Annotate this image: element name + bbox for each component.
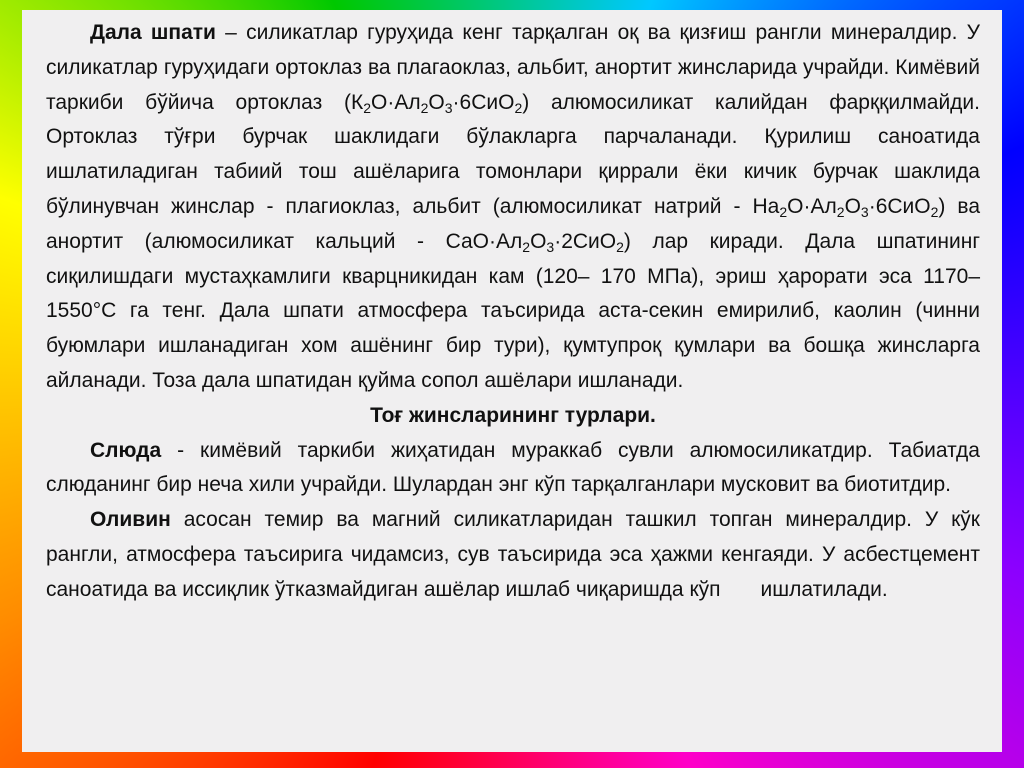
term-feldspar: Дала шпати [90,21,216,44]
paragraph-mica [46,434,980,504]
text-run: – силикатлар гуруҳида кенг тарқалган оқ ва қизғиш рангли минералдир. У силикатлар гуруҳидаги ортоклаз ва плагаоклаз, альбит, анортит жинсларида учрайди. Кимёвий таркиби бўйича ортоклаз (К [46,21,980,114]
subscript: 2 [420,99,429,116]
text-run: О [530,229,547,253]
text-run: ) лар киради. Дала шпатининг сиқилишдаги мустаҳкамлиги кварцникидан кам (120– 170 МПа), эриш ҳарорати эса 1170–1550°С га тенг. Дала шпати атмосфера таъсирида аста-секин емирилиб, каолин (чинни буюмлари ишланадиган хом ашёнинг бир тури), қумтупроқ қумлари ва бошқа жинсларга айланади. Тоза дала шпатидан қуйма сопол ашёлари ишланади. [46,229,980,392]
term-olivine: Оливин [90,508,171,532]
text-run: О [428,90,445,114]
subscript: 2 [514,99,523,116]
subscript: 2 [363,99,372,116]
text-run: ) алюмосиликат калийдан фарққилмайди. Ортоклаз тўғри бурчак шаклидаги бўлакларга парчаланади. Қурилиш саноатида ишлатиладиган табиий тош ашёларига томонлари қиррали ёки кичик бурчак шаклида бўлинувчан жинслар - плагиоклаз, альбит (алюмосиликат натрий - На [46,90,980,218]
text-panel [22,10,1002,752]
text-run: ишлатилади. [760,577,888,601]
subscript: 2 [616,238,624,255]
paragraph-feldspar [46,16,980,399]
subscript: 2 [522,238,531,255]
subscript: 2 [836,203,845,220]
subscript: 2 [779,203,788,220]
text-run: ·2СиО [554,229,617,253]
text-run: О·Ал [787,194,837,218]
paragraph-olivine [46,503,980,607]
text-run: О [844,194,861,218]
subscript: 3 [860,203,869,220]
section-heading: Тоғ жинсларининг турлари. [370,403,656,427]
text-run: О·Ал [371,90,421,114]
text-run: ·6СиО [868,194,931,218]
subscript: 3 [546,238,555,255]
text-run: асосан темир ва магний силикатларидан ташкил топган минералдир. У кўк рангли, атмосфера таъсирига чидамсиз, сув таъсирида эса ҳажми кенгаяди. У асбестцемент саноатида ва иссиқлик ўтказмайдиган ашёлар ишлаб чиқаришда кўп [46,508,980,601]
subscript: 2 [930,203,939,220]
text-run: ·6СиО [452,90,515,114]
subscript: 3 [444,99,453,116]
text-run: ) ва анортит (алюмосиликат кальций - СаО·Ал [46,194,980,253]
text-run: - кимёвий таркиби жиҳатидан мураккаб сувли алюмосиликатдир. Табиатда слюданинг бир неча хили учрайди. Шулардан энг кўп тарқалганлари мусковит ва биотитдир. [46,438,980,497]
term-mica: Слюда [90,438,162,462]
